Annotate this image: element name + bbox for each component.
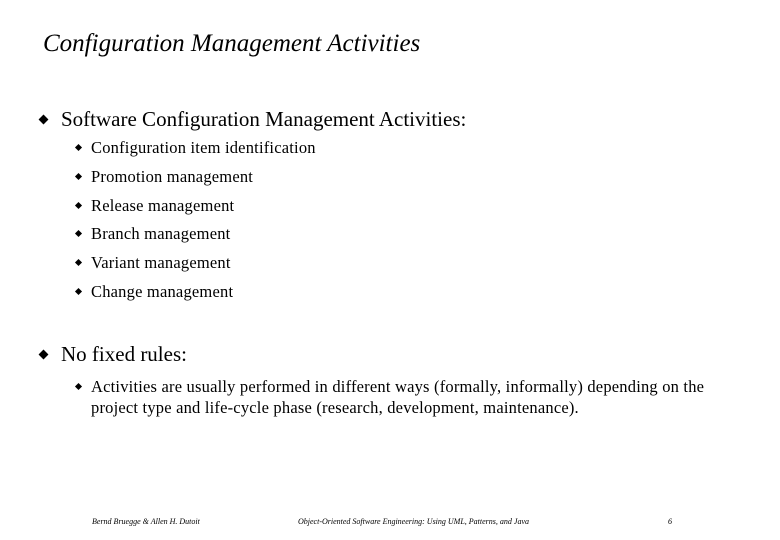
footer-book-title: Object-Oriented Software Engineering: Using UML, Patterns, and Java — [298, 517, 529, 526]
activities-sublist — [76, 138, 316, 311]
footer-authors: Bernd Bruegge & Allen H. Dutoit — [92, 517, 200, 526]
diamond-bullet-icon — [75, 144, 82, 151]
list-item — [76, 224, 316, 253]
list-item-text: Promotion management — [91, 166, 254, 186]
list-item — [76, 196, 316, 225]
list-item — [76, 282, 316, 311]
diamond-bullet-icon — [75, 383, 82, 390]
list-item — [76, 138, 316, 167]
diamond-bullet-icon — [39, 115, 49, 125]
bullet-text: No fixed rules: — [61, 342, 187, 366]
diamond-bullet-icon — [75, 288, 82, 295]
diamond-bullet-icon — [75, 259, 82, 266]
list-item-text: Release management — [91, 195, 235, 215]
diamond-bullet-icon — [75, 230, 82, 237]
list-item-text: Variant management — [91, 253, 231, 273]
bullet-text: Software Configuration Management Activities: — [61, 107, 467, 131]
diamond-bullet-icon — [75, 202, 82, 209]
list-item-text: Configuration item identification — [91, 138, 316, 157]
slide-title: Configuration Management Activities — [43, 30, 421, 57]
list-item-text: Branch management — [91, 224, 231, 244]
diamond-bullet-icon — [75, 173, 82, 180]
bullet-no-fixed-rules — [40, 342, 187, 367]
diamond-bullet-icon — [39, 350, 49, 360]
bullet-software-cm-activities — [40, 107, 466, 132]
list-item — [76, 253, 316, 282]
footer-page-number: 6 — [668, 517, 672, 526]
list-item-text: Change management — [91, 281, 234, 301]
paragraph-text: Activities are usually performed in different ways (formally, informally) depending on the project type and life-cycle phase (research, development, maintenance). — [91, 377, 705, 417]
list-item — [76, 167, 316, 196]
activities-paragraph — [76, 376, 736, 418]
